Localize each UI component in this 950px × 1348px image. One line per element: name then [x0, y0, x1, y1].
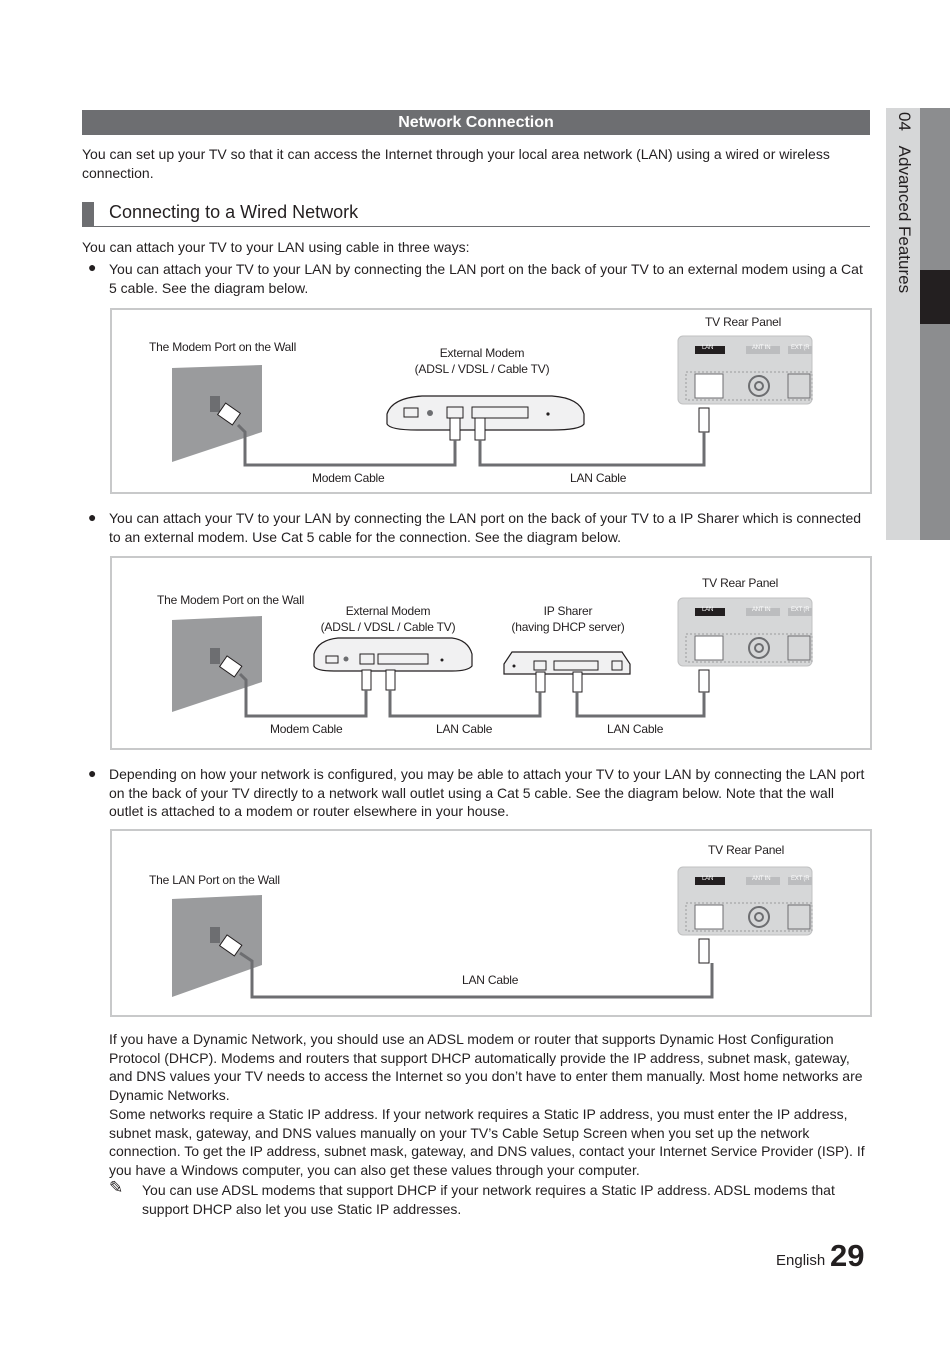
wall-port-icon — [210, 927, 220, 943]
bullet-2: You can attach your TV to your LAN by connecting the LAN port on the back of your TV to a IP Sharer which is connected to an external modem. Use Cat 5 cable for the connection. See the diagram below. — [109, 510, 862, 545]
sharer-plug-icon — [536, 672, 545, 692]
page-number: 29 — [830, 1238, 865, 1273]
tv-panel-label: TV Rear Panel — [708, 843, 785, 857]
section-intro: You can set up your TV so that it can access the Internet through your local area network (LAN) using a wired or wireless connection. — [82, 146, 830, 181]
bullet-1: You can attach your TV to your LAN by connecting the LAN port on the back of your TV to an external modem using a Cat 5 cable. See the diagram below. — [109, 261, 863, 296]
chapter-tab-marker — [920, 270, 950, 324]
modem-plug-icon — [450, 418, 460, 440]
modem-label-1: External Modem — [345, 604, 431, 618]
tv-plug-icon — [699, 939, 709, 963]
lan-plug-icon — [475, 418, 485, 440]
paragraph-dynamic-network: If you have a Dynamic Network, you should use an ADSL modem or router that supports Dynamic Host Configuration Protocol (DHCP). Modems and routers that support DHCP automatically provide the IP address, subnet mask, gateway, and DNS values your TV needs to access the Internet so you don’t have to enter them manually. Most home networks are Dynamic Networks. — [109, 1031, 863, 1103]
wall-port-label: The LAN Port on the Wall — [149, 873, 280, 887]
pencil-icon: ✎ — [109, 1178, 124, 1197]
tv-port-ext-label: EXT (R — [791, 345, 810, 351]
tv-port-lan-label: LAN — [702, 876, 714, 882]
chapter-tab-label — [890, 112, 914, 312]
tv-port-lan-label: LAN — [702, 607, 714, 613]
tv-port-ant-label: ANT IN — [752, 345, 771, 351]
bullet-dot: ● — [88, 509, 97, 525]
subsection-marker — [82, 202, 94, 226]
lan-cable-label-1: LAN Cable — [436, 722, 493, 736]
bullet-3: Depending on how your network is configured, you may be able to attach your TV to your LAN by connecting the LAN port on the back of your TV directly to a network wall outlet using a Cat 5 cable. See the diagram below. Note that the wall outlet is attached to a modem or router elsewhere in your house. — [109, 766, 865, 819]
wall-port-label: The Modem Port on the Wall — [157, 593, 305, 607]
section-title: Network Connection — [82, 110, 870, 135]
tv-plug-icon — [699, 408, 709, 432]
tv-port-ant-label: ANT IN — [752, 876, 771, 882]
chapter-tab-strip — [920, 108, 950, 540]
lan-cable-label: LAN Cable — [462, 973, 519, 987]
subsection-title: Connecting to a Wired Network — [109, 202, 359, 222]
diagram-ip-sharer — [110, 556, 872, 750]
modem-plug-icon — [362, 670, 371, 690]
chapter-number: 04 — [895, 112, 914, 131]
modem-cable — [238, 425, 455, 465]
modem-label-1: External Modem — [439, 346, 525, 360]
sharer-label-2: (having DHCP server) — [511, 620, 625, 634]
footer-language: English — [776, 1252, 826, 1269]
tv-lan-port-icon — [695, 636, 723, 660]
diagram-modem — [110, 308, 872, 494]
wall-icon — [172, 365, 262, 462]
bullet-dot: ● — [88, 259, 97, 275]
tv-port-ant-label: ANT IN — [752, 607, 771, 613]
tv-port-lan-label: LAN — [702, 345, 714, 351]
subsection-rule — [82, 226, 870, 227]
lan-cable-label-2: LAN Cable — [607, 722, 664, 736]
tv-lan-port-icon — [695, 905, 723, 929]
diagram-modem-drawing — [112, 310, 870, 492]
sharer-label-1: IP Sharer — [543, 604, 593, 618]
diagram-wall-lan-drawing — [112, 831, 870, 1015]
tv-lan-port-icon — [695, 374, 723, 398]
lan-cable-1 — [390, 690, 540, 716]
tv-port-ext-label: EXT (R — [791, 607, 810, 613]
bullet-dot: ● — [88, 765, 97, 781]
modem-cable-label: Modem Cable — [312, 471, 385, 485]
tv-panel-label: TV Rear Panel — [705, 315, 782, 329]
lan-plug-icon — [386, 670, 395, 690]
subsection-lead: You can attach your TV to your LAN using cable in three ways: — [82, 239, 470, 255]
paragraph-static-ip: Some networks require a Static IP address. If your network requires a Static IP address, you must enter the IP address, subnet mask, gateway, and DNS values manually on your TV’s Cable Setup Screen when you set up the network connection. To get the IP address, subnet mask, gateway, and DNS values, contact your Internet Service Provider (ISP). If you have a Windows computer, you can also get these values through your computer. — [109, 1106, 865, 1178]
wall-port-icon — [210, 648, 220, 664]
tv-port-ext-label: EXT (R — [791, 876, 810, 882]
wall-icon — [172, 895, 262, 997]
wall-port-label: The Modem Port on the Wall — [149, 340, 297, 354]
lan-cable-2 — [577, 692, 704, 716]
ip-sharer-icon — [504, 652, 630, 674]
sharer-plug-icon — [573, 672, 582, 692]
modem-label-2: (ADSL / VDSL / Cable TV) — [414, 362, 550, 376]
modem-cable-label: Modem Cable — [270, 722, 343, 736]
modem-label-2: (ADSL / VDSL / Cable TV) — [320, 620, 456, 634]
wall-port-icon — [210, 396, 220, 412]
lan-cable-label: LAN Cable — [570, 471, 627, 485]
tv-panel-label: TV Rear Panel — [702, 576, 779, 590]
lan-cable — [480, 432, 704, 465]
tv-plug-icon — [699, 670, 709, 692]
note-text: You can use ADSL modems that support DHCP if your network requires a Static IP address. ADSL modems that support DHCP also let you use Static IP addresses. — [142, 1182, 835, 1217]
chapter-title: Advanced Features — [895, 145, 914, 294]
diagram-wall-lan — [110, 829, 872, 1017]
